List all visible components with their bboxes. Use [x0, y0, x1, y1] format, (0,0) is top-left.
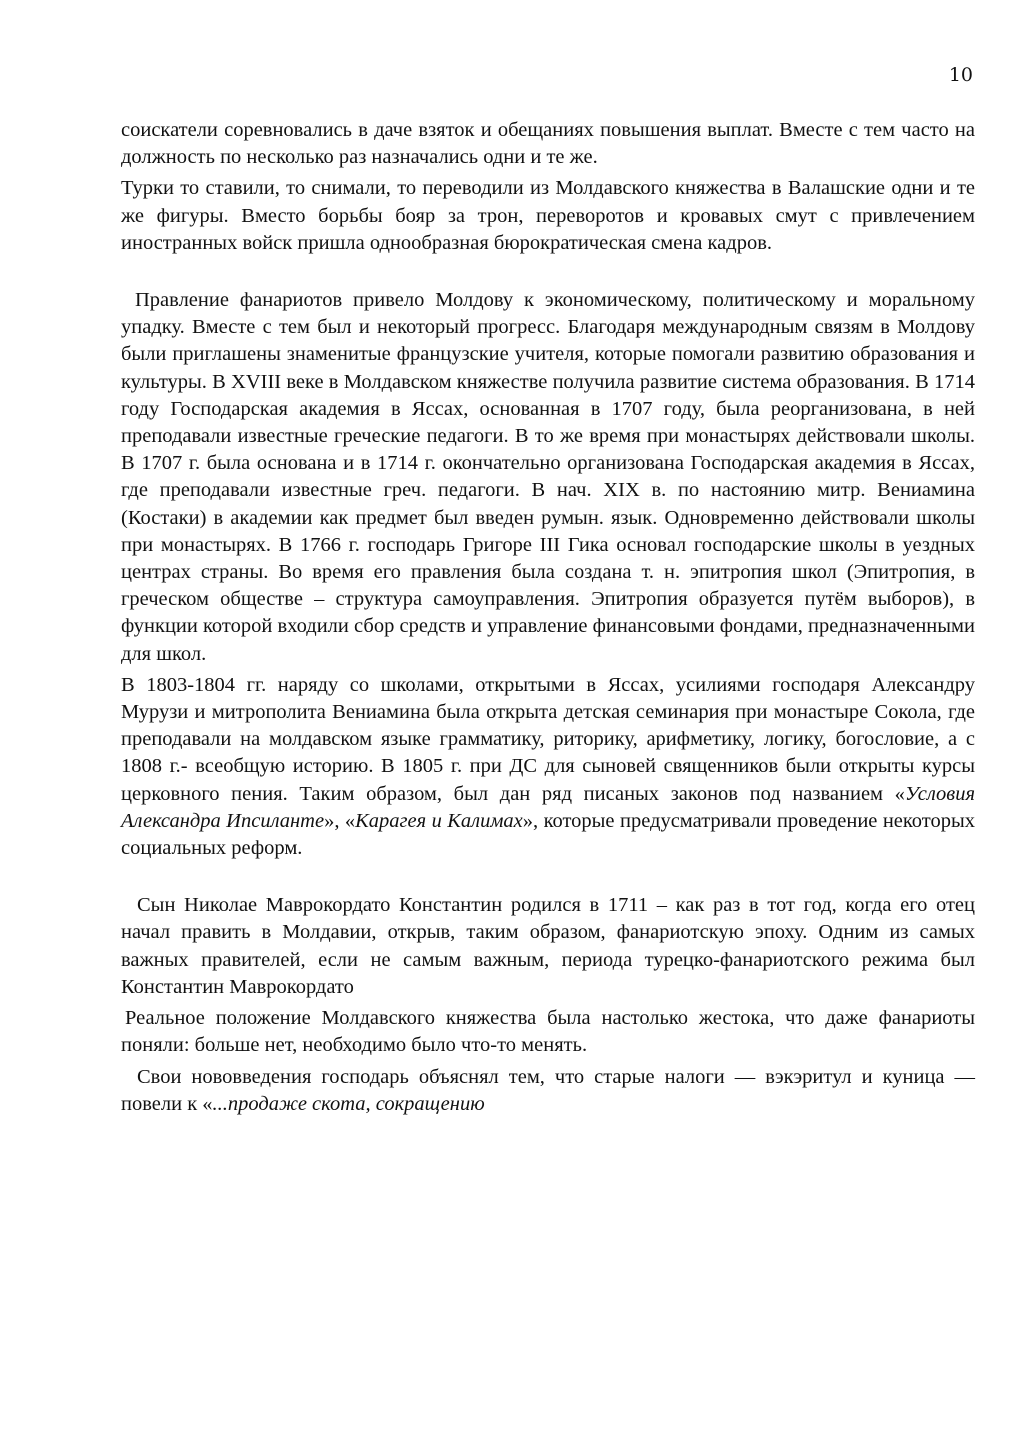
text-run: », которые предусматривали проведение некоторых социальных реформ. [121, 809, 975, 860]
italic-title: Условия Александра Ипсиланте [121, 782, 975, 832]
italic-quote: ...продаже скота, сокращению [212, 1092, 485, 1115]
paragraph: Турки то ставили, то снимали, то переводили из Молдавского княжества в Валашские одни и те же фигуры. Вместо борьбы бояр за трон, переворотов и кровавых смут с привлечением иностранных войск пришла однообразная бюрократическая смена кадров. [121, 177, 975, 254]
paragraph: соискатели соревновались в даче взяток и обещаниях повышения выплат. Вместе с тем часто на должность по несколько раз назначались одни и те же. [121, 119, 975, 169]
text-run: », « [324, 809, 356, 832]
italic-title: Карагея и Калимах [355, 809, 523, 832]
paragraph: Правление фанариотов привело Молдову к экономическому, политическому и моральному упадку. Вместе с тем был и некоторый прогресс. Благодаря международным связям в Молдову были приглашены знаменитые французские учителя, которые помогали развитию образования и культуры. В XVIII веке в Молдавском княжестве получила развитие система образования. В 1714 году Господарская академия в Яссах, основанная в 1707 году, была реорганизована, в ней преподавали известные греческие педагоги. В то же время при монастырях действовали школы. В 1707 г. была основана и в 1714 г. окончательно организована Господарская академия в Яссах, где преподавали известные греч. педагоги. В нач. XIX в. по настоянию митр. Вениамина (Костаки) в академии как предмет был введен румын. язык. Одновременно действовали школы при монастырях. В 1766 г. господарь Григоре III Гика основал господарские школы в уездных центрах страны. Во время его правления была создана т. н. эпитропия школ (Эпитропия, в греческом обществе – структура самоуправления. Эпитропия образуется путём выборов), в функции которой входили сбор средств и управление финансовыми фондами, предназначенными для школ. [121, 289, 975, 665]
paragraph [121, 672, 975, 862]
text-run: Свои нововведения господарь объяснял тем, что старые налоги — вэкэритул и куница — повели к « [121, 1065, 975, 1115]
body-text [121, 117, 975, 1118]
paragraph: Сын Николае Маврокордато Константин родился в 1711 – как раз в тот год, когда его отец начал править в Молдавии, открыв, таким образом, фанариотскую эпоху. Одним из самых важных правителей, если не самым важным, периода турецко-фанариотского режима был Константин Маврокордато [121, 894, 975, 998]
page-number: 10 [948, 64, 973, 86]
paragraph: Реальное положение Молдавского княжества была настолько жестока, что даже фанариоты поняли: больше нет, необходимо было что-то менять. [121, 1007, 975, 1057]
text-run: В 1803-1804 гг. наряду со школами, открытыми в Яссах, усилиями господаря Александру Мурузи и митрополита Вениамина была открыта детская семинария при монастыре Сокола, где преподавали на молдавском языке грамматику, риторику, арифметику, логику, богословие, а с 1808 г.- всеобщую историю. В 1805 г. при ДС для сыновей священников были открыты курсы церковного пения. Таким образом, был дан ряд писаных законов под названием « [121, 673, 975, 805]
paragraph [121, 1064, 975, 1118]
